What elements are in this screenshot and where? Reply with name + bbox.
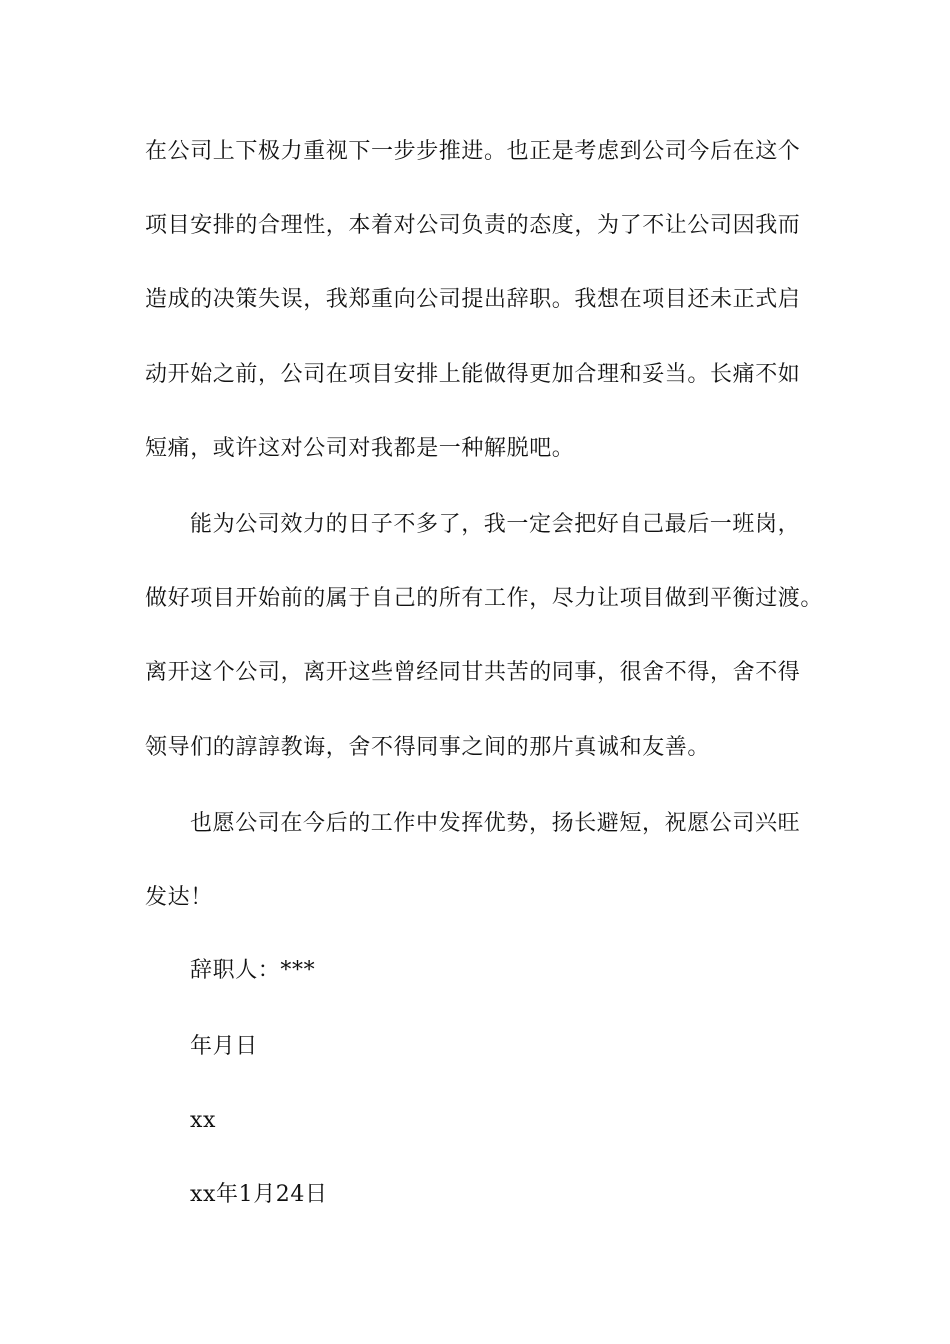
paragraph-1-line-1: 在公司上下极力重视下一步步推进。也正是考虑到公司今后在这个 (145, 139, 801, 164)
paragraph-1-line-2: 项目安排的合理性，本着对公司负责的态度，为了不让公司因我而 (145, 213, 801, 238)
signature-name: xx (190, 1108, 217, 1133)
paragraph-1-line-4: 动开始之前，公司在项目安排上能做得更加合理和妥当。长痛不如 (145, 362, 801, 387)
signature-date: xx年1月24日 (190, 1182, 328, 1207)
paragraph-2-line-4: 领导们的諄諄教诲，舍不得同事之间的那片真诚和友善。 (145, 735, 711, 760)
paragraph-3-line-2: 发达！ (145, 885, 213, 910)
paragraph-2-line-1: 能为公司效力的日子不多了，我一定会把好自己最后一班岗， (190, 512, 801, 537)
paragraph-1-line-5: 短痛，或许这对公司对我都是一种解脱吧。 (145, 436, 575, 461)
paragraph-2-line-2: 做好项目开始前的属于自己的所有工作，尽力让项目做到平衡过渡。 (145, 586, 824, 611)
paragraph-1-line-3: 造成的决策失误，我郑重向公司提出辞职。我想在项目还未正式启 (145, 287, 801, 312)
signature-date-placeholder: 年月日 (190, 1034, 258, 1059)
signature-resigner: 辞职人：*** (190, 958, 316, 983)
paragraph-2-line-3: 离开这个公司，离开这些曾经同甘共苦的同事，很舍不得，舍不得 (145, 660, 801, 685)
paragraph-3-line-1: 也愿公司在今后的工作中发挥优势，扬长避短，祝愿公司兴旺 (190, 811, 801, 836)
